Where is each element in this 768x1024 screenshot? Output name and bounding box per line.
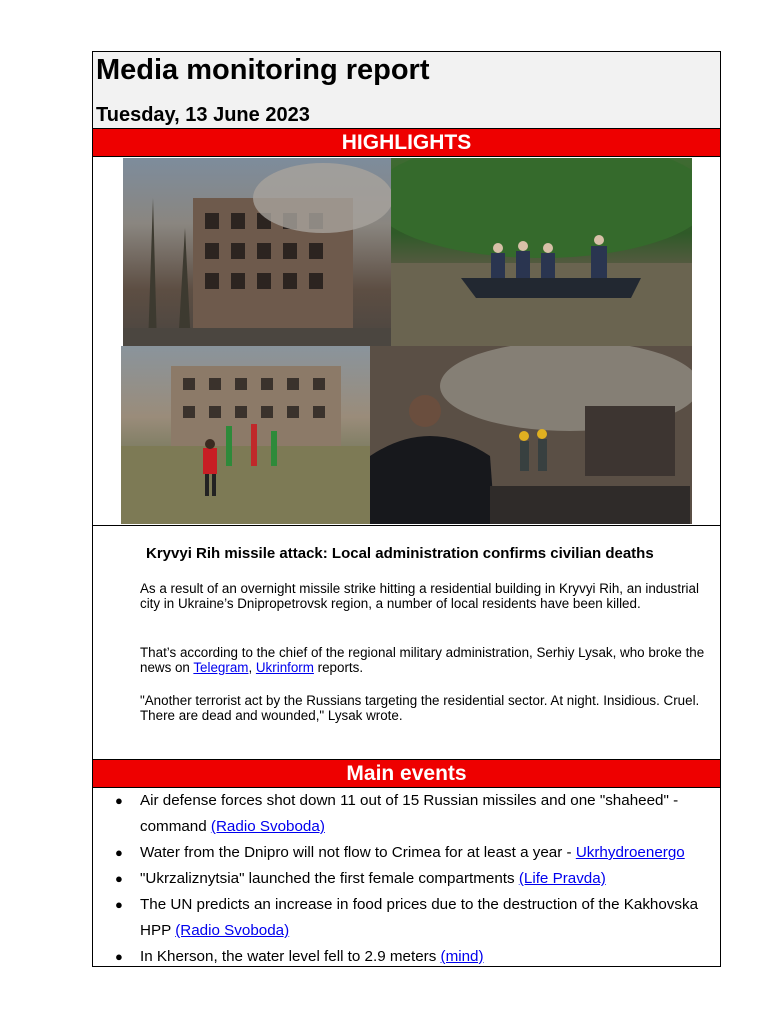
photo-rescue-workers <box>370 346 692 524</box>
event-text: Water from the Dnipro will not flow to Crimea for at least a year - <box>140 844 576 861</box>
event-text: "Ukrzaliznytsia" launched the first female compartments <box>140 870 519 887</box>
event-item <box>93 840 720 866</box>
bullet-icon: ● <box>115 897 123 912</box>
event-text: Air defense forces shot down 11 out of 15 Russian missiles and one "shaheed" - command <box>140 792 679 835</box>
photo-playground-ruins <box>121 346 370 524</box>
article-paragraph-1: As a result of an overnight missile strike hitting a residential building in Kryvyi Rih, an industrial city in Ukraine’s Dnipropetrovsk region, a number of local residents have been killed. <box>140 581 699 611</box>
ukrinform-link[interactable]: Ukrinform <box>255 660 314 675</box>
event-source-link[interactable]: Ukrhydroenergo <box>575 844 685 861</box>
article-paragraph-3: "Another terrorist act by the Russians targeting the residential sector. At night. Insidious. Cruel. There are dead and wounded," Lysak wrote. <box>140 693 700 723</box>
highlight-article <box>93 526 720 759</box>
event-text: The UN predicts an increase in food prices due to the destruction of the Kakhovska HPP <box>140 896 699 939</box>
bullet-icon: ● <box>115 793 123 808</box>
bullet-icon: ● <box>115 871 123 886</box>
main-events-list <box>93 788 720 970</box>
photo-damaged-building <box>123 158 391 346</box>
photo-flood-rescue-boat <box>391 158 692 346</box>
telegram-link[interactable]: Telegram <box>193 660 249 675</box>
link-separator: , <box>248 660 256 675</box>
event-source-link[interactable]: (Radio Svoboda) <box>175 922 290 939</box>
report-title: Media monitoring report <box>96 54 430 86</box>
highlight-photo-collage <box>93 157 720 526</box>
bullet-icon: ● <box>115 949 123 964</box>
report-header <box>93 52 720 128</box>
report-container <box>92 51 721 967</box>
event-item <box>93 892 720 944</box>
main-events-banner: Main events <box>93 759 720 788</box>
event-source-link[interactable]: (Radio Svoboda) <box>210 818 325 835</box>
paragraph-text: That’s according to the chief of the regional military administration, Serhiy Lysak, who broke the news on <box>140 645 705 675</box>
event-item <box>93 944 720 970</box>
event-source-link[interactable]: (Life Pravda) <box>518 870 606 887</box>
article-headline: Kryvyi Rih missile attack: Local administration confirms civilian deaths <box>146 545 654 562</box>
paragraph-text: reports. <box>313 660 364 675</box>
event-text: In Kherson, the water level fell to 2.9 meters <box>140 948 441 965</box>
bullet-icon: ● <box>115 845 123 860</box>
event-source-link[interactable]: (mind) <box>440 948 484 965</box>
event-item <box>93 866 720 892</box>
article-paragraph-2 <box>140 645 720 675</box>
event-item <box>93 788 720 840</box>
highlights-banner: HIGHLIGHTS <box>93 128 720 157</box>
report-date: Tuesday, 13 June 2023 <box>96 104 310 126</box>
